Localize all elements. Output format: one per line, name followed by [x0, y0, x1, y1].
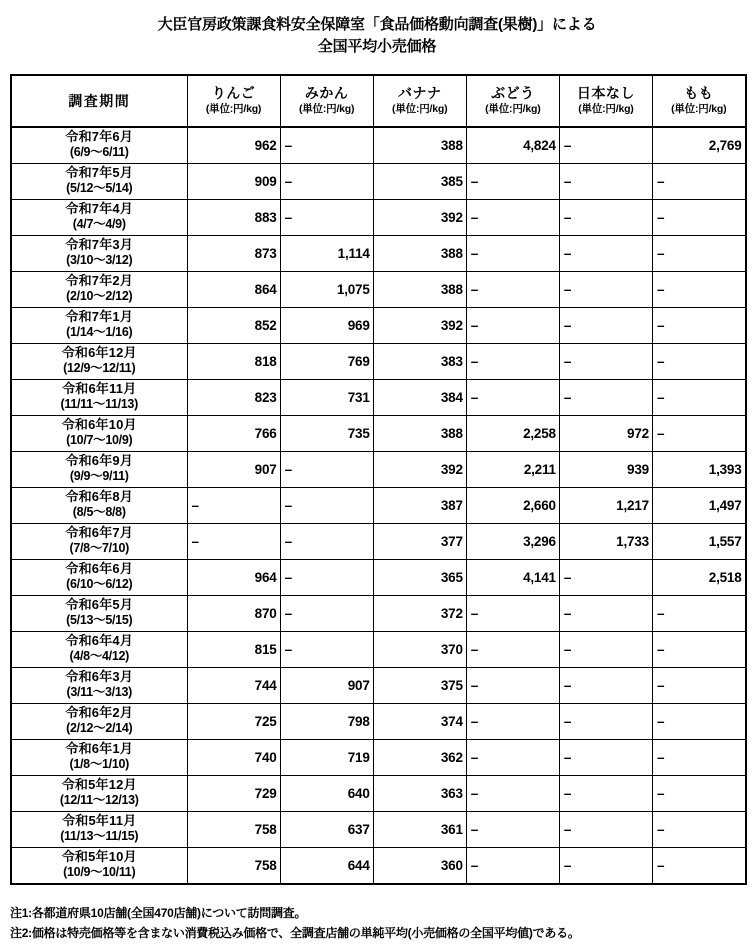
table-row: [11, 559, 746, 595]
table-row: [11, 487, 746, 523]
price-cell: 388: [373, 127, 466, 164]
table-row: [11, 343, 746, 379]
price-cell: 758: [187, 847, 280, 884]
column-header-4: [466, 75, 559, 127]
price-cell-empty: –: [559, 631, 652, 667]
period-date-range: (3/10〜3/12): [66, 252, 133, 267]
price-cell-empty: –: [652, 595, 745, 631]
price-cell-empty: –: [652, 775, 745, 811]
period-cell: [11, 163, 187, 199]
price-cell: 1,075: [280, 271, 373, 307]
price-cell: 873: [187, 235, 280, 271]
price-cell-empty: –: [187, 487, 280, 523]
table-row: [11, 415, 746, 451]
period-cell: [11, 703, 187, 739]
price-cell: 1,114: [280, 235, 373, 271]
table-row: [11, 199, 746, 235]
price-cell-empty: –: [466, 667, 559, 703]
price-cell-empty: –: [466, 595, 559, 631]
column-header-1: [187, 75, 280, 127]
price-cell-empty: –: [280, 199, 373, 235]
price-cell-empty: –: [652, 163, 745, 199]
period-date-range: (12/11〜12/13): [59, 792, 139, 807]
price-cell-empty: –: [280, 163, 373, 199]
price-cell-empty: –: [652, 235, 745, 271]
period-cell: [11, 811, 187, 847]
price-cell-empty: –: [187, 523, 280, 559]
price-cell: 798: [280, 703, 373, 739]
price-cell-empty: –: [652, 343, 745, 379]
price-cell: 1,393: [652, 451, 745, 487]
period-cell: [11, 487, 187, 523]
table-row: [11, 811, 746, 847]
price-cell: 2,660: [466, 487, 559, 523]
period-date-range: (4/8〜4/12): [69, 648, 130, 663]
column-header-unit: (単位:円/kg): [298, 102, 355, 115]
column-header-unit: (単位:円/kg): [205, 102, 262, 115]
price-cell-empty: –: [559, 847, 652, 884]
period-month: 令和7年2月: [65, 273, 134, 289]
price-cell: 907: [187, 451, 280, 487]
price-cell: 883: [187, 199, 280, 235]
price-cell: 4,824: [466, 127, 559, 164]
period-month: 令和6年11月: [62, 381, 137, 397]
period-month: 令和6年3月: [65, 669, 134, 685]
price-cell-empty: –: [280, 523, 373, 559]
period-month: 令和6年10月: [61, 417, 137, 433]
price-cell-empty: –: [559, 307, 652, 343]
period-month: 令和6年8月: [65, 489, 134, 505]
price-cell: 731: [280, 379, 373, 415]
price-cell-empty: –: [559, 703, 652, 739]
table-row: [11, 595, 746, 631]
period-month: 令和6年7月: [65, 525, 134, 541]
price-cell: 729: [187, 775, 280, 811]
price-cell-empty: –: [559, 199, 652, 235]
page-title-line-2: 全国平均小売価格: [317, 37, 437, 55]
period-month: 令和5年12月: [61, 777, 137, 793]
price-cell: 769: [280, 343, 373, 379]
period-cell: [11, 775, 187, 811]
price-cell: 964: [187, 559, 280, 595]
price-cell: 2,258: [466, 415, 559, 451]
period-cell: [11, 595, 187, 631]
price-cell: 1,497: [652, 487, 745, 523]
table-row: [11, 523, 746, 559]
price-cell-empty: –: [559, 271, 652, 307]
price-cell-empty: –: [280, 595, 373, 631]
table-row: [11, 667, 746, 703]
period-date-range: (1/14〜1/16): [66, 324, 133, 339]
price-cell: 365: [373, 559, 466, 595]
period-cell: [11, 307, 187, 343]
price-cell-empty: –: [559, 739, 652, 775]
retail-price-table: [10, 74, 747, 885]
price-cell: 870: [187, 595, 280, 631]
price-cell-empty: –: [652, 415, 745, 451]
period-month: 令和6年1月: [65, 741, 134, 757]
table-row: [11, 451, 746, 487]
price-cell: 388: [373, 271, 466, 307]
price-cell: 735: [280, 415, 373, 451]
price-cell-empty: –: [652, 379, 745, 415]
period-date-range: (6/9〜6/11): [69, 144, 129, 159]
price-cell-empty: –: [280, 631, 373, 667]
period-cell: [11, 559, 187, 595]
column-header-5: [559, 75, 652, 127]
column-header-name: バナナ: [397, 85, 442, 102]
table-row: [11, 703, 746, 739]
period-date-range: (12/9〜12/11): [63, 360, 136, 375]
footnotes: [10, 903, 754, 944]
price-cell: 962: [187, 127, 280, 164]
page-title: [0, 0, 754, 58]
price-cell: 387: [373, 487, 466, 523]
price-cell-empty: –: [466, 343, 559, 379]
price-cell-empty: –: [652, 811, 745, 847]
period-month: 令和6年4月: [65, 633, 134, 649]
price-cell: 1,733: [559, 523, 652, 559]
price-cell: 969: [280, 307, 373, 343]
table-row: [11, 631, 746, 667]
period-month: 令和5年10月: [61, 849, 137, 865]
price-cell: 2,769: [652, 127, 745, 164]
price-cell: 758: [187, 811, 280, 847]
price-cell-empty: –: [466, 379, 559, 415]
price-cell: 907: [280, 667, 373, 703]
period-month: 令和5年11月: [62, 813, 137, 829]
footnote-1: 注1:各都道府県10店舗(全国470店舗)について訪問調査。: [10, 905, 307, 920]
price-cell: 1,217: [559, 487, 652, 523]
price-cell-empty: –: [466, 631, 559, 667]
column-header-unit: (単位:円/kg): [671, 102, 727, 115]
period-date-range: (5/13〜5/15): [66, 612, 133, 627]
price-cell: 392: [373, 451, 466, 487]
period-month: 令和7年1月: [65, 309, 134, 325]
period-cell: [11, 379, 187, 415]
price-cell: 719: [280, 739, 373, 775]
price-cell-empty: –: [652, 307, 745, 343]
price-cell: 370: [373, 631, 466, 667]
price-cell: 392: [373, 307, 466, 343]
table-body: [11, 127, 746, 884]
price-cell: 972: [559, 415, 652, 451]
column-header-name: りんご: [211, 85, 256, 102]
price-cell-empty: –: [652, 703, 745, 739]
price-cell: 640: [280, 775, 373, 811]
price-cell: 644: [280, 847, 373, 884]
footnote-2: 注2:価格は特売価格等を含まない消費税込み価格で、全調査店舗の単純平均(小売価格の全国平均値)である。: [10, 926, 580, 941]
price-cell: 388: [373, 235, 466, 271]
period-month: 令和6年9月: [65, 453, 134, 469]
price-cell: 740: [187, 739, 280, 775]
price-cell: 374: [373, 703, 466, 739]
period-month: 令和6年5月: [65, 597, 134, 613]
price-table-container: [10, 74, 745, 885]
price-cell: 852: [187, 307, 280, 343]
price-cell-empty: –: [652, 631, 745, 667]
price-cell: 815: [187, 631, 280, 667]
column-header-name: 日本なし: [576, 85, 635, 102]
price-cell: 909: [187, 163, 280, 199]
price-cell: 360: [373, 847, 466, 884]
column-header-unit: (単位:円/kg): [578, 102, 634, 115]
period-date-range: (2/10〜2/12): [66, 288, 133, 303]
price-cell-empty: –: [466, 307, 559, 343]
price-cell: 725: [187, 703, 280, 739]
period-date-range: (6/10〜6/12): [66, 576, 133, 591]
table-row: [11, 847, 746, 884]
price-cell-empty: –: [559, 559, 652, 595]
price-cell: 372: [373, 595, 466, 631]
period-cell: [11, 235, 187, 271]
price-cell: 3,296: [466, 523, 559, 559]
column-header-2: [280, 75, 373, 127]
table-row: [11, 163, 746, 199]
price-cell: 363: [373, 775, 466, 811]
price-cell-empty: –: [559, 379, 652, 415]
price-cell-empty: –: [466, 739, 559, 775]
table-row: [11, 271, 746, 307]
price-cell: 1,557: [652, 523, 745, 559]
period-month: 令和7年3月: [65, 237, 134, 253]
price-cell: 392: [373, 199, 466, 235]
column-header-name: もも: [684, 85, 714, 102]
column-header-unit: (単位:円/kg): [485, 102, 541, 115]
period-cell: [11, 523, 187, 559]
price-cell-empty: –: [559, 775, 652, 811]
period-date-range: (11/13〜11/15): [60, 828, 139, 843]
period-cell: [11, 343, 187, 379]
period-date-range: (10/9〜10/11): [63, 864, 136, 879]
period-month: 令和6年12月: [61, 345, 137, 361]
price-cell-empty: –: [652, 199, 745, 235]
price-cell: 818: [187, 343, 280, 379]
period-date-range: (2/12〜2/14): [66, 720, 133, 735]
price-cell: 388: [373, 415, 466, 451]
table-row: [11, 379, 746, 415]
period-cell: [11, 271, 187, 307]
period-month: 令和6年2月: [65, 705, 134, 721]
price-cell: 744: [187, 667, 280, 703]
price-cell-empty: –: [652, 847, 745, 884]
period-cell: [11, 631, 187, 667]
price-cell-empty: –: [466, 811, 559, 847]
column-header-6: [652, 75, 745, 127]
price-cell-empty: –: [280, 487, 373, 523]
table-header: [11, 75, 746, 127]
price-cell-empty: –: [559, 811, 652, 847]
price-cell: 2,518: [652, 559, 745, 595]
price-cell: 361: [373, 811, 466, 847]
price-cell-empty: –: [559, 595, 652, 631]
price-cell-empty: –: [466, 163, 559, 199]
period-month: 令和7年5月: [65, 165, 134, 181]
price-cell: 939: [559, 451, 652, 487]
period-date-range: (4/7〜4/9): [72, 216, 126, 231]
column-header-period: 調査期間: [11, 75, 187, 127]
price-cell-empty: –: [466, 775, 559, 811]
period-cell: [11, 667, 187, 703]
price-cell-empty: –: [652, 667, 745, 703]
price-cell: 823: [187, 379, 280, 415]
period-cell: [11, 127, 187, 164]
period-cell: [11, 451, 187, 487]
column-header-name: ぶどう: [491, 85, 535, 102]
table-row: [11, 775, 746, 811]
period-date-range: (9/9〜9/11): [69, 468, 129, 483]
period-date-range: (3/11〜3/13): [66, 684, 132, 699]
column-header-unit: (単位:円/kg): [392, 102, 448, 115]
price-cell: 385: [373, 163, 466, 199]
column-header-name: みかん: [304, 85, 349, 102]
period-date-range: (5/12〜5/14): [66, 180, 133, 195]
table-row: [11, 235, 746, 271]
header-row: [11, 75, 746, 127]
price-cell: 377: [373, 523, 466, 559]
price-cell-empty: –: [559, 343, 652, 379]
period-cell: [11, 199, 187, 235]
price-cell-empty: –: [652, 739, 745, 775]
price-cell-empty: –: [466, 199, 559, 235]
price-cell-empty: –: [466, 271, 559, 307]
period-date-range: (10/7〜10/9): [66, 432, 133, 447]
price-cell-empty: –: [466, 847, 559, 884]
price-cell: 362: [373, 739, 466, 775]
period-month: 令和6年6月: [65, 561, 134, 577]
period-cell: [11, 847, 187, 884]
price-cell: 375: [373, 667, 466, 703]
table-row: [11, 739, 746, 775]
price-cell: 4,141: [466, 559, 559, 595]
column-header-3: [373, 75, 466, 127]
price-cell-empty: –: [652, 271, 745, 307]
price-cell: 637: [280, 811, 373, 847]
price-cell-empty: –: [280, 559, 373, 595]
period-date-range: (8/5〜8/8): [72, 504, 126, 519]
page-title-line-1: 大臣官房政策課食料安全保障室「食品価格動向調査(果樹)」による: [157, 16, 597, 33]
price-cell-empty: –: [280, 451, 373, 487]
price-cell-empty: –: [559, 127, 652, 164]
period-date-range: (7/8〜7/10): [69, 540, 130, 555]
price-cell: 383: [373, 343, 466, 379]
price-cell: 2,211: [466, 451, 559, 487]
period-date-range: (1/8〜1/10): [69, 756, 130, 771]
price-cell: 864: [187, 271, 280, 307]
price-cell-empty: –: [466, 235, 559, 271]
price-cell-empty: –: [280, 127, 373, 164]
price-cell-empty: –: [466, 703, 559, 739]
price-cell: 766: [187, 415, 280, 451]
table-row: [11, 307, 746, 343]
table-row: [11, 127, 746, 164]
period-date-range: (11/11〜11/13): [60, 396, 138, 411]
period-cell: [11, 739, 187, 775]
price-cell: 384: [373, 379, 466, 415]
period-cell: [11, 415, 187, 451]
period-month: 令和7年4月: [65, 201, 134, 217]
price-cell-empty: –: [559, 667, 652, 703]
price-cell-empty: –: [559, 235, 652, 271]
period-month: 令和7年6月: [65, 129, 134, 145]
price-cell-empty: –: [559, 163, 652, 199]
